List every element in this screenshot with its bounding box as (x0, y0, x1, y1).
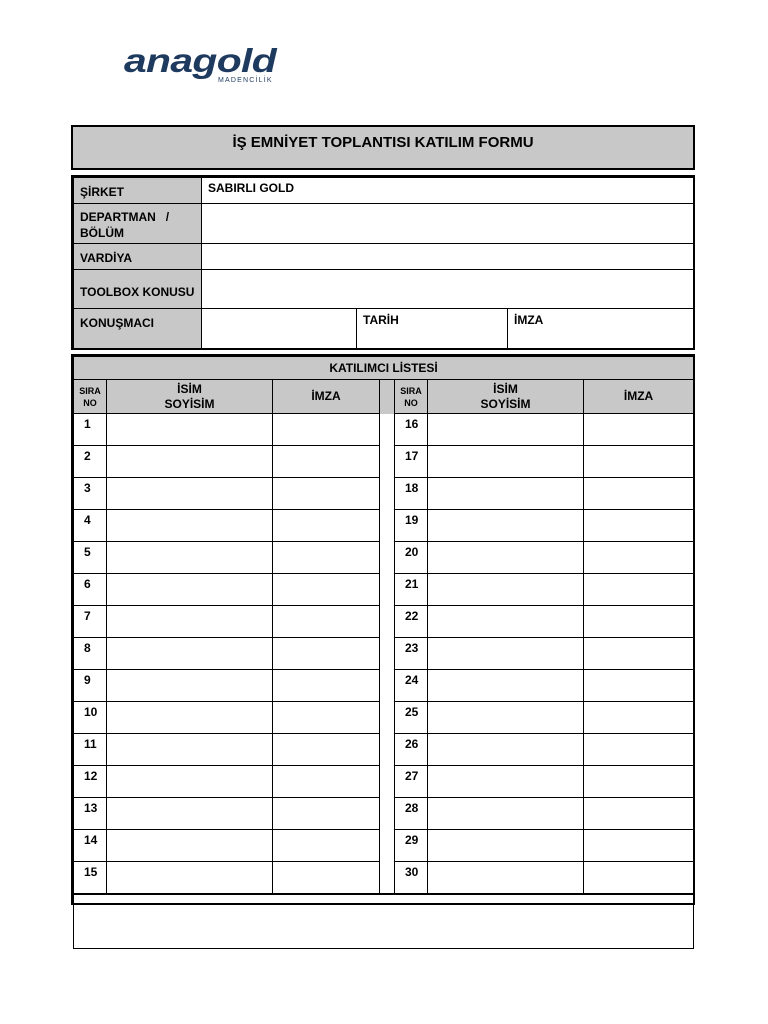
column-separator (380, 478, 395, 510)
column-separator (380, 446, 395, 478)
signature-field-left[interactable] (273, 862, 380, 895)
name-field-right[interactable] (428, 638, 584, 670)
name-field-right[interactable] (428, 574, 584, 606)
seq-no-left: 12 (74, 766, 107, 798)
seq-no-left: 7 (74, 606, 107, 638)
participant-row (74, 638, 694, 670)
name-field-left[interactable] (107, 766, 273, 798)
department-label-line1: DEPARTMAN / (80, 210, 170, 224)
notes-field[interactable] (74, 894, 694, 949)
topic-label: TOOLBOX KONUSU (74, 270, 202, 309)
name-field-left[interactable] (107, 798, 273, 830)
signature-header-right: İMZA (584, 380, 694, 414)
participant-row (74, 574, 694, 606)
name-header-left: İSİM SOYİSİM (107, 380, 273, 414)
seq-no-left: 2 (74, 446, 107, 478)
logo-wordmark: anagold (124, 44, 278, 79)
speaker-field[interactable] (202, 309, 357, 349)
name-field-right[interactable] (428, 766, 584, 798)
participant-row (74, 542, 694, 574)
seq-no-left: 1 (74, 414, 107, 446)
shift-label: VARDİYA (74, 244, 202, 270)
signature-field-right[interactable] (584, 798, 694, 830)
participant-list-section (71, 354, 695, 905)
seq-no-right: 26 (395, 734, 428, 766)
column-separator (380, 606, 395, 638)
seq-no-left: 13 (74, 798, 107, 830)
signature-label: İMZA (514, 313, 544, 327)
form-title: İŞ EMNİYET TOPLANTISI KATILIM FORMU (232, 134, 534, 151)
column-separator (380, 574, 395, 606)
name-field-left[interactable] (107, 574, 273, 606)
participant-row (74, 862, 694, 895)
participant-row (74, 414, 694, 446)
company-field[interactable]: SABIRLI GOLD (202, 178, 694, 204)
seq-no-right: 20 (395, 542, 428, 574)
participant-list-caption: KATILIMCI LİSTESİ (74, 357, 694, 380)
column-separator (380, 380, 395, 414)
signature-field-left[interactable] (273, 766, 380, 798)
column-separator (380, 414, 395, 446)
signature-field-left[interactable] (273, 510, 380, 542)
notes-row (74, 894, 694, 949)
signature-field-right[interactable] (584, 414, 694, 446)
participant-row (74, 766, 694, 798)
column-separator (380, 734, 395, 766)
name-field-left[interactable] (107, 478, 273, 510)
signature-field-right[interactable] (584, 446, 694, 478)
name-field-left[interactable] (107, 446, 273, 478)
signature-field-right[interactable] (584, 830, 694, 862)
date-field[interactable] (357, 309, 508, 349)
name-field-left[interactable] (107, 510, 273, 542)
signature-field-right[interactable] (584, 734, 694, 766)
seq-no-left: 5 (74, 542, 107, 574)
logo-subtitle: MADENCİLİK (218, 77, 273, 84)
form-info-section (71, 175, 695, 350)
seq-no-right: 18 (395, 478, 428, 510)
name-field-left[interactable] (107, 862, 273, 895)
signature-field-left[interactable] (273, 606, 380, 638)
name-field-left[interactable] (107, 414, 273, 446)
signature-field-right[interactable] (584, 702, 694, 734)
name-field-left[interactable] (107, 702, 273, 734)
name-field-left[interactable] (107, 606, 273, 638)
participant-row (74, 510, 694, 542)
seq-no-right: 19 (395, 510, 428, 542)
seq-no-left: 11 (74, 734, 107, 766)
signature-field-left[interactable] (273, 446, 380, 478)
info-table (73, 177, 694, 349)
name-field-left[interactable] (107, 734, 273, 766)
department-field[interactable] (202, 204, 694, 244)
seq-no-left: 15 (74, 862, 107, 895)
column-separator (380, 830, 395, 862)
participant-row (74, 670, 694, 702)
name-field-right[interactable] (428, 446, 584, 478)
name-field-left[interactable] (107, 542, 273, 574)
seq-no-left: 6 (74, 574, 107, 606)
seq-no-right: 22 (395, 606, 428, 638)
column-separator (380, 798, 395, 830)
participant-row (74, 830, 694, 862)
topic-field[interactable] (202, 270, 694, 309)
name-field-right[interactable] (428, 830, 584, 862)
participant-row (74, 798, 694, 830)
shift-field[interactable] (202, 244, 694, 270)
signature-field-right[interactable] (584, 574, 694, 606)
name-field-right[interactable] (428, 798, 584, 830)
seq-no-right: 27 (395, 766, 428, 798)
seq-no-header-left: SIRA NO (74, 380, 107, 414)
participant-row (74, 734, 694, 766)
name-field-right[interactable] (428, 414, 584, 446)
signature-field[interactable] (508, 309, 694, 349)
signature-field-left[interactable] (273, 574, 380, 606)
column-separator (380, 510, 395, 542)
name-field-left[interactable] (107, 830, 273, 862)
participant-row (74, 446, 694, 478)
seq-no-right: 28 (395, 798, 428, 830)
department-label (74, 204, 202, 244)
column-separator (380, 542, 395, 574)
name-field-right[interactable] (428, 734, 584, 766)
signature-field-left[interactable] (273, 542, 380, 574)
seq-no-left: 8 (74, 638, 107, 670)
seq-no-left: 9 (74, 670, 107, 702)
signature-field-right[interactable] (584, 862, 694, 895)
signature-field-right[interactable] (584, 606, 694, 638)
column-separator (380, 638, 395, 670)
seq-no-right: 17 (395, 446, 428, 478)
seq-no-left: 3 (74, 478, 107, 510)
signature-field-right[interactable] (584, 510, 694, 542)
signature-field-right[interactable] (584, 670, 694, 702)
signature-field-left[interactable] (273, 734, 380, 766)
signature-field-right[interactable] (584, 766, 694, 798)
name-field-right[interactable] (428, 670, 584, 702)
seq-no-right: 23 (395, 638, 428, 670)
name-field-right[interactable] (428, 478, 584, 510)
name-field-right[interactable] (428, 510, 584, 542)
signature-field-left[interactable] (273, 638, 380, 670)
signature-header-left: İMZA (273, 380, 380, 414)
participant-row (74, 702, 694, 734)
date-label: TARİH (363, 313, 399, 327)
company-logo (122, 44, 280, 86)
seq-no-right: 24 (395, 670, 428, 702)
name-field-right[interactable] (428, 862, 584, 895)
column-separator (380, 702, 395, 734)
name-field-right[interactable] (428, 542, 584, 574)
seq-no-right: 16 (395, 414, 428, 446)
participant-table (73, 356, 694, 949)
seq-no-left: 10 (74, 702, 107, 734)
signature-field-left[interactable] (273, 478, 380, 510)
name-field-right[interactable] (428, 702, 584, 734)
company-label: ŞİRKET (74, 178, 202, 204)
column-separator (380, 862, 395, 895)
name-header-right: İSİM SOYİSİM (428, 380, 584, 414)
speaker-label: KONUŞMACI (74, 309, 202, 349)
column-separator (380, 670, 395, 702)
signature-field-right[interactable] (584, 542, 694, 574)
name-field-left[interactable] (107, 670, 273, 702)
participant-row (74, 606, 694, 638)
seq-no-right: 29 (395, 830, 428, 862)
department-label-line2: BÖLÜM (80, 226, 124, 240)
seq-no-header-right: SIRA NO (395, 380, 428, 414)
seq-no-right: 30 (395, 862, 428, 895)
signature-field-left[interactable] (273, 670, 380, 702)
column-separator (380, 766, 395, 798)
signature-field-right[interactable] (584, 478, 694, 510)
seq-no-right: 25 (395, 702, 428, 734)
name-field-left[interactable] (107, 638, 273, 670)
participant-row (74, 478, 694, 510)
form-title-bar (71, 125, 695, 170)
signature-field-left[interactable] (273, 702, 380, 734)
seq-no-left: 4 (74, 510, 107, 542)
seq-no-right: 21 (395, 574, 428, 606)
name-field-right[interactable] (428, 606, 584, 638)
signature-field-left[interactable] (273, 798, 380, 830)
signature-field-left[interactable] (273, 414, 380, 446)
signature-field-right[interactable] (584, 638, 694, 670)
signature-field-left[interactable] (273, 830, 380, 862)
seq-no-left: 14 (74, 830, 107, 862)
